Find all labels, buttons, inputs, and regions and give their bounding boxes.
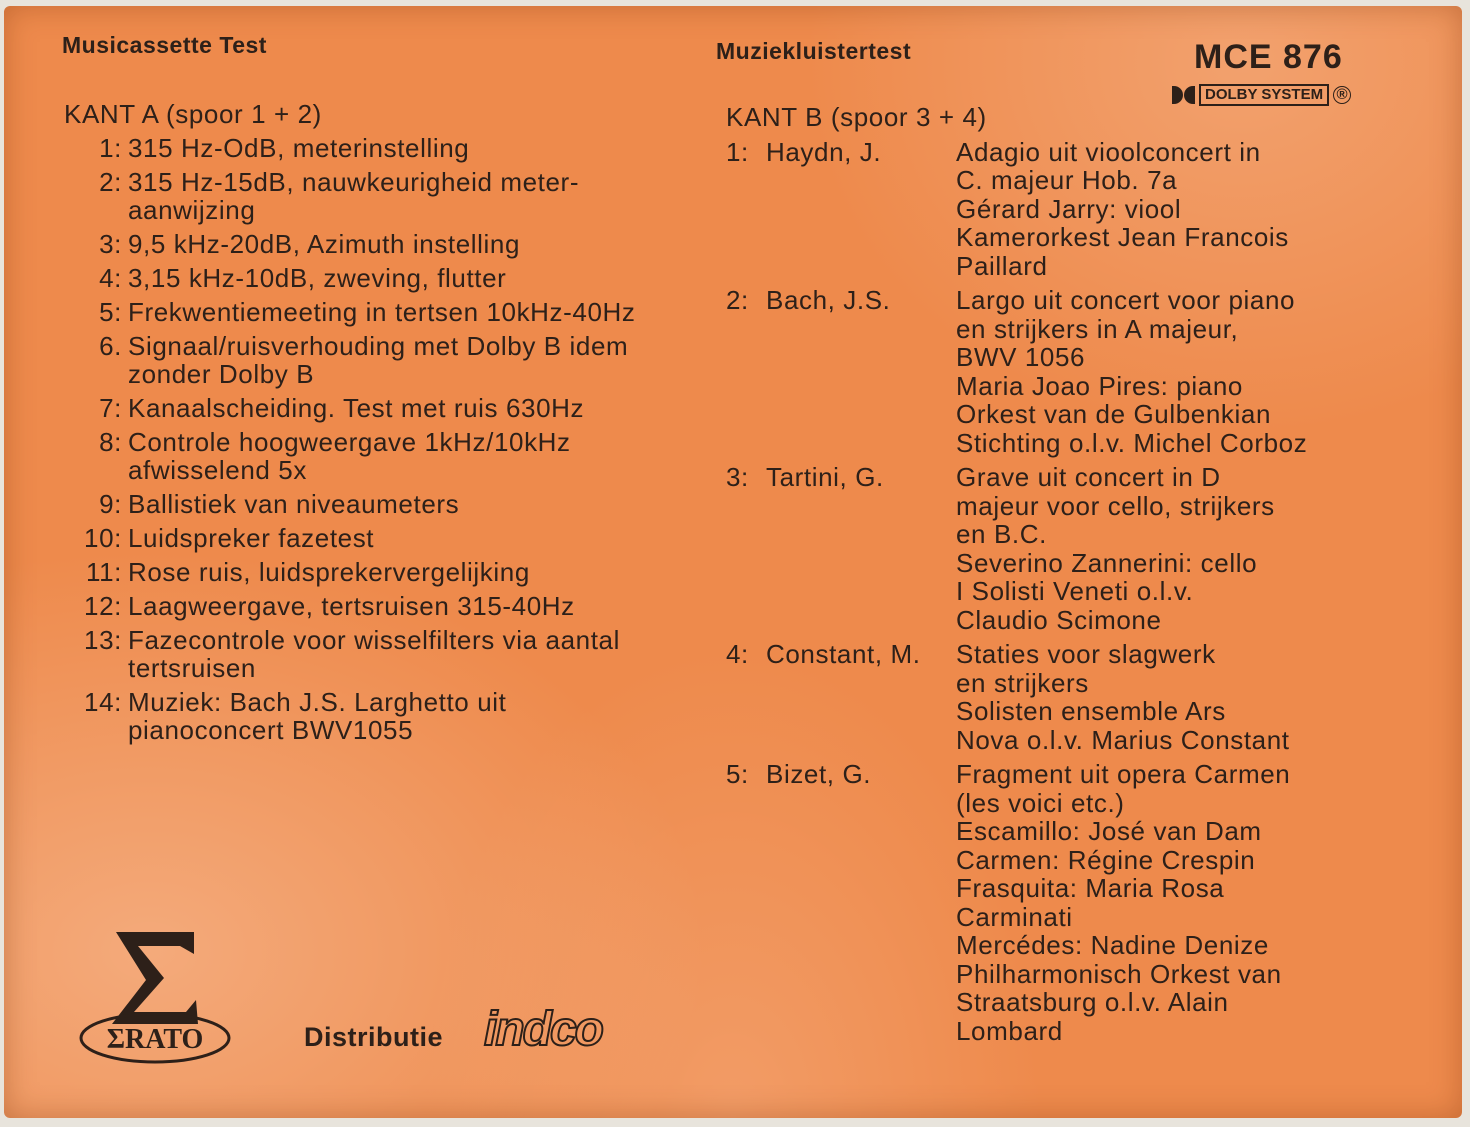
composer: Bach, J.S. [766,285,891,315]
work-line: Escamillo: José van Dam [956,816,1262,846]
work-line: Gérard Jarry: viool [956,193,1182,224]
track-number: 7: [99,393,122,423]
work-line: Paillard [956,250,1048,281]
catalog-number: MCE 876 [1194,38,1343,76]
work-line: I Solisti Veneti o.l.v. [956,576,1194,606]
track-number: 9: [99,489,122,519]
side-b-item [726,640,1396,754]
track-text: Muziek: Bach J.S. Larghetto uit pianoconcert BWV1055 [128,687,507,745]
side-a-item [64,394,664,422]
side-a-item [64,230,664,258]
work-details [956,463,1396,634]
erato-label: ΣRATO [106,1024,204,1055]
work-line: Nova o.l.v. Marius Constant [956,724,1290,755]
sigma-icon [112,932,198,1024]
work-details [956,286,1396,457]
side-b-item [726,760,1396,1045]
cassette-card [4,6,1462,1118]
work-line: Grave uit concert in D [956,462,1221,492]
track-text: Luidspreker fazetest [128,523,375,553]
work-details [956,640,1396,754]
side-a-title: KANT A (spoor 1 + 2) [64,99,322,129]
track-number: 3: [726,462,749,492]
work-line: Solisten ensemble Ars [956,696,1226,726]
side-a-item [64,428,664,484]
work-line: Lombard [956,1015,1063,1046]
composer: Bizet, G. [766,759,872,789]
work-line: Maria Joao Pires: piano [956,370,1243,401]
track-number: 8: [99,427,122,457]
track-number: 14: [84,687,122,717]
registered-mark: ® [1333,86,1351,104]
distributie-label: Distributie [304,1022,444,1052]
work-line: Carminati [956,901,1073,932]
work-line: Straatsburg o.l.v. Alain [956,987,1229,1017]
work-line: BWV 1056 [956,342,1086,372]
right-title: Muziekluistertest [716,38,912,64]
side-b-item [726,286,1396,457]
erato-logo [76,926,234,1066]
side-b-item [726,138,1396,281]
side-a-item [64,524,664,552]
work-line: (les voici etc.) [956,787,1125,818]
work-line: Orkest van de Gulbenkian [956,399,1272,429]
track-number: 1: [99,133,122,163]
side-a-item [64,490,664,518]
work-line: Carmen: Régine Crespin [956,844,1256,875]
track-number: 2: [99,167,122,197]
track-text: 9,5 kHz-20dB, Azimuth instelling [128,229,521,259]
track-text: Frekwentiemeeting in tertsen 10kHz-40Hz [128,297,636,327]
side-a-item [64,558,664,586]
side-a-item [64,332,664,388]
work-line: Stichting o.l.v. Michel Corboz [956,427,1308,458]
track-text: Signaal/ruisverhouding met Dolby B idem zonder Dolby B [128,331,629,389]
dolby-label: DOLBY SYSTEM [1199,84,1329,106]
work-line: C. majeur Hob. 7a [956,165,1178,195]
track-number: 4: [99,263,122,293]
composer: Constant, M. [766,639,921,669]
side-a-item [64,626,664,682]
work-line: Staties voor slagwerk [956,639,1216,669]
track-number: 12: [84,591,122,621]
side-b-list [726,138,1396,1046]
side-a [64,100,664,750]
work-line: Severino Zannerini: cello [956,547,1258,578]
track-text: Rose ruis, luidsprekervergelijking [128,557,530,587]
track-number: 2: [726,285,749,315]
side-a-item [64,168,664,224]
left-title: Musicassette Test [62,32,267,58]
track-number: 13: [84,625,122,655]
track-number: 11: [85,557,122,587]
work-line: Kamerorkest Jean Francois [956,222,1289,252]
track-text: 315 Hz-15dB, nauwkeurigheid meter-aanwijzing [128,167,580,225]
work-line: Largo uit concert voor piano [956,285,1296,315]
composer: Haydn, J. [766,136,882,167]
work-line: Claudio Scimone [956,604,1162,635]
track-text: Kanaalscheiding. Test met ruis 630Hz [128,393,585,423]
side-a-item [64,264,664,292]
side-a-item [64,134,664,162]
work-line: Mercédes: Nadine Denize [956,930,1269,960]
track-text: Ballistiek van niveaumeters [128,489,460,519]
side-a-list [64,134,664,744]
work-line: majeur voor cello, strijkers [956,490,1275,521]
indco-logo: indco [484,1003,602,1056]
track-text: Fazecontrole voor wisselfilters via aantal tertsruisen [128,625,620,683]
track-text: Laagweergave, tertsruisen 315-40Hz [128,591,575,621]
side-a-item [64,592,664,620]
work-line: en B.C. [956,519,1047,549]
work-line: Frasquita: Maria Rosa [956,873,1225,903]
dolby-double-d-icon [1172,86,1195,104]
work-line: Philharmonisch Orkest van [956,958,1282,989]
side-a-item [64,688,664,744]
work-line: Fragment uit opera Carmen [956,759,1291,789]
side-b-title: KANT B (spoor 3 + 4) [726,102,987,132]
track-text: 315 Hz-OdB, meterinstelling [128,133,470,163]
track-text: 3,15 kHz-10dB, zweving, flutter [128,263,507,293]
work-line: en strijkers [956,667,1089,698]
track-number: 1: [726,136,749,167]
work-details [956,760,1396,1045]
side-b-item [726,463,1396,634]
side-a-item [64,298,664,326]
track-number: 5: [726,759,749,789]
track-text: Controle hoogweergave 1kHz/10kHz afwisselend 5x [128,427,571,485]
track-number: 3: [99,229,122,259]
side-b [726,103,1396,1051]
track-number: 5: [99,297,122,327]
work-line: en strijkers in A majeur, [956,313,1239,344]
track-number: 6. [99,331,122,361]
track-number: 10: [84,523,122,553]
work-line: Adagio uit vioolconcert in [956,136,1261,167]
composer: Tartini, G. [766,462,884,492]
track-number: 4: [726,639,749,669]
work-details [956,138,1396,281]
